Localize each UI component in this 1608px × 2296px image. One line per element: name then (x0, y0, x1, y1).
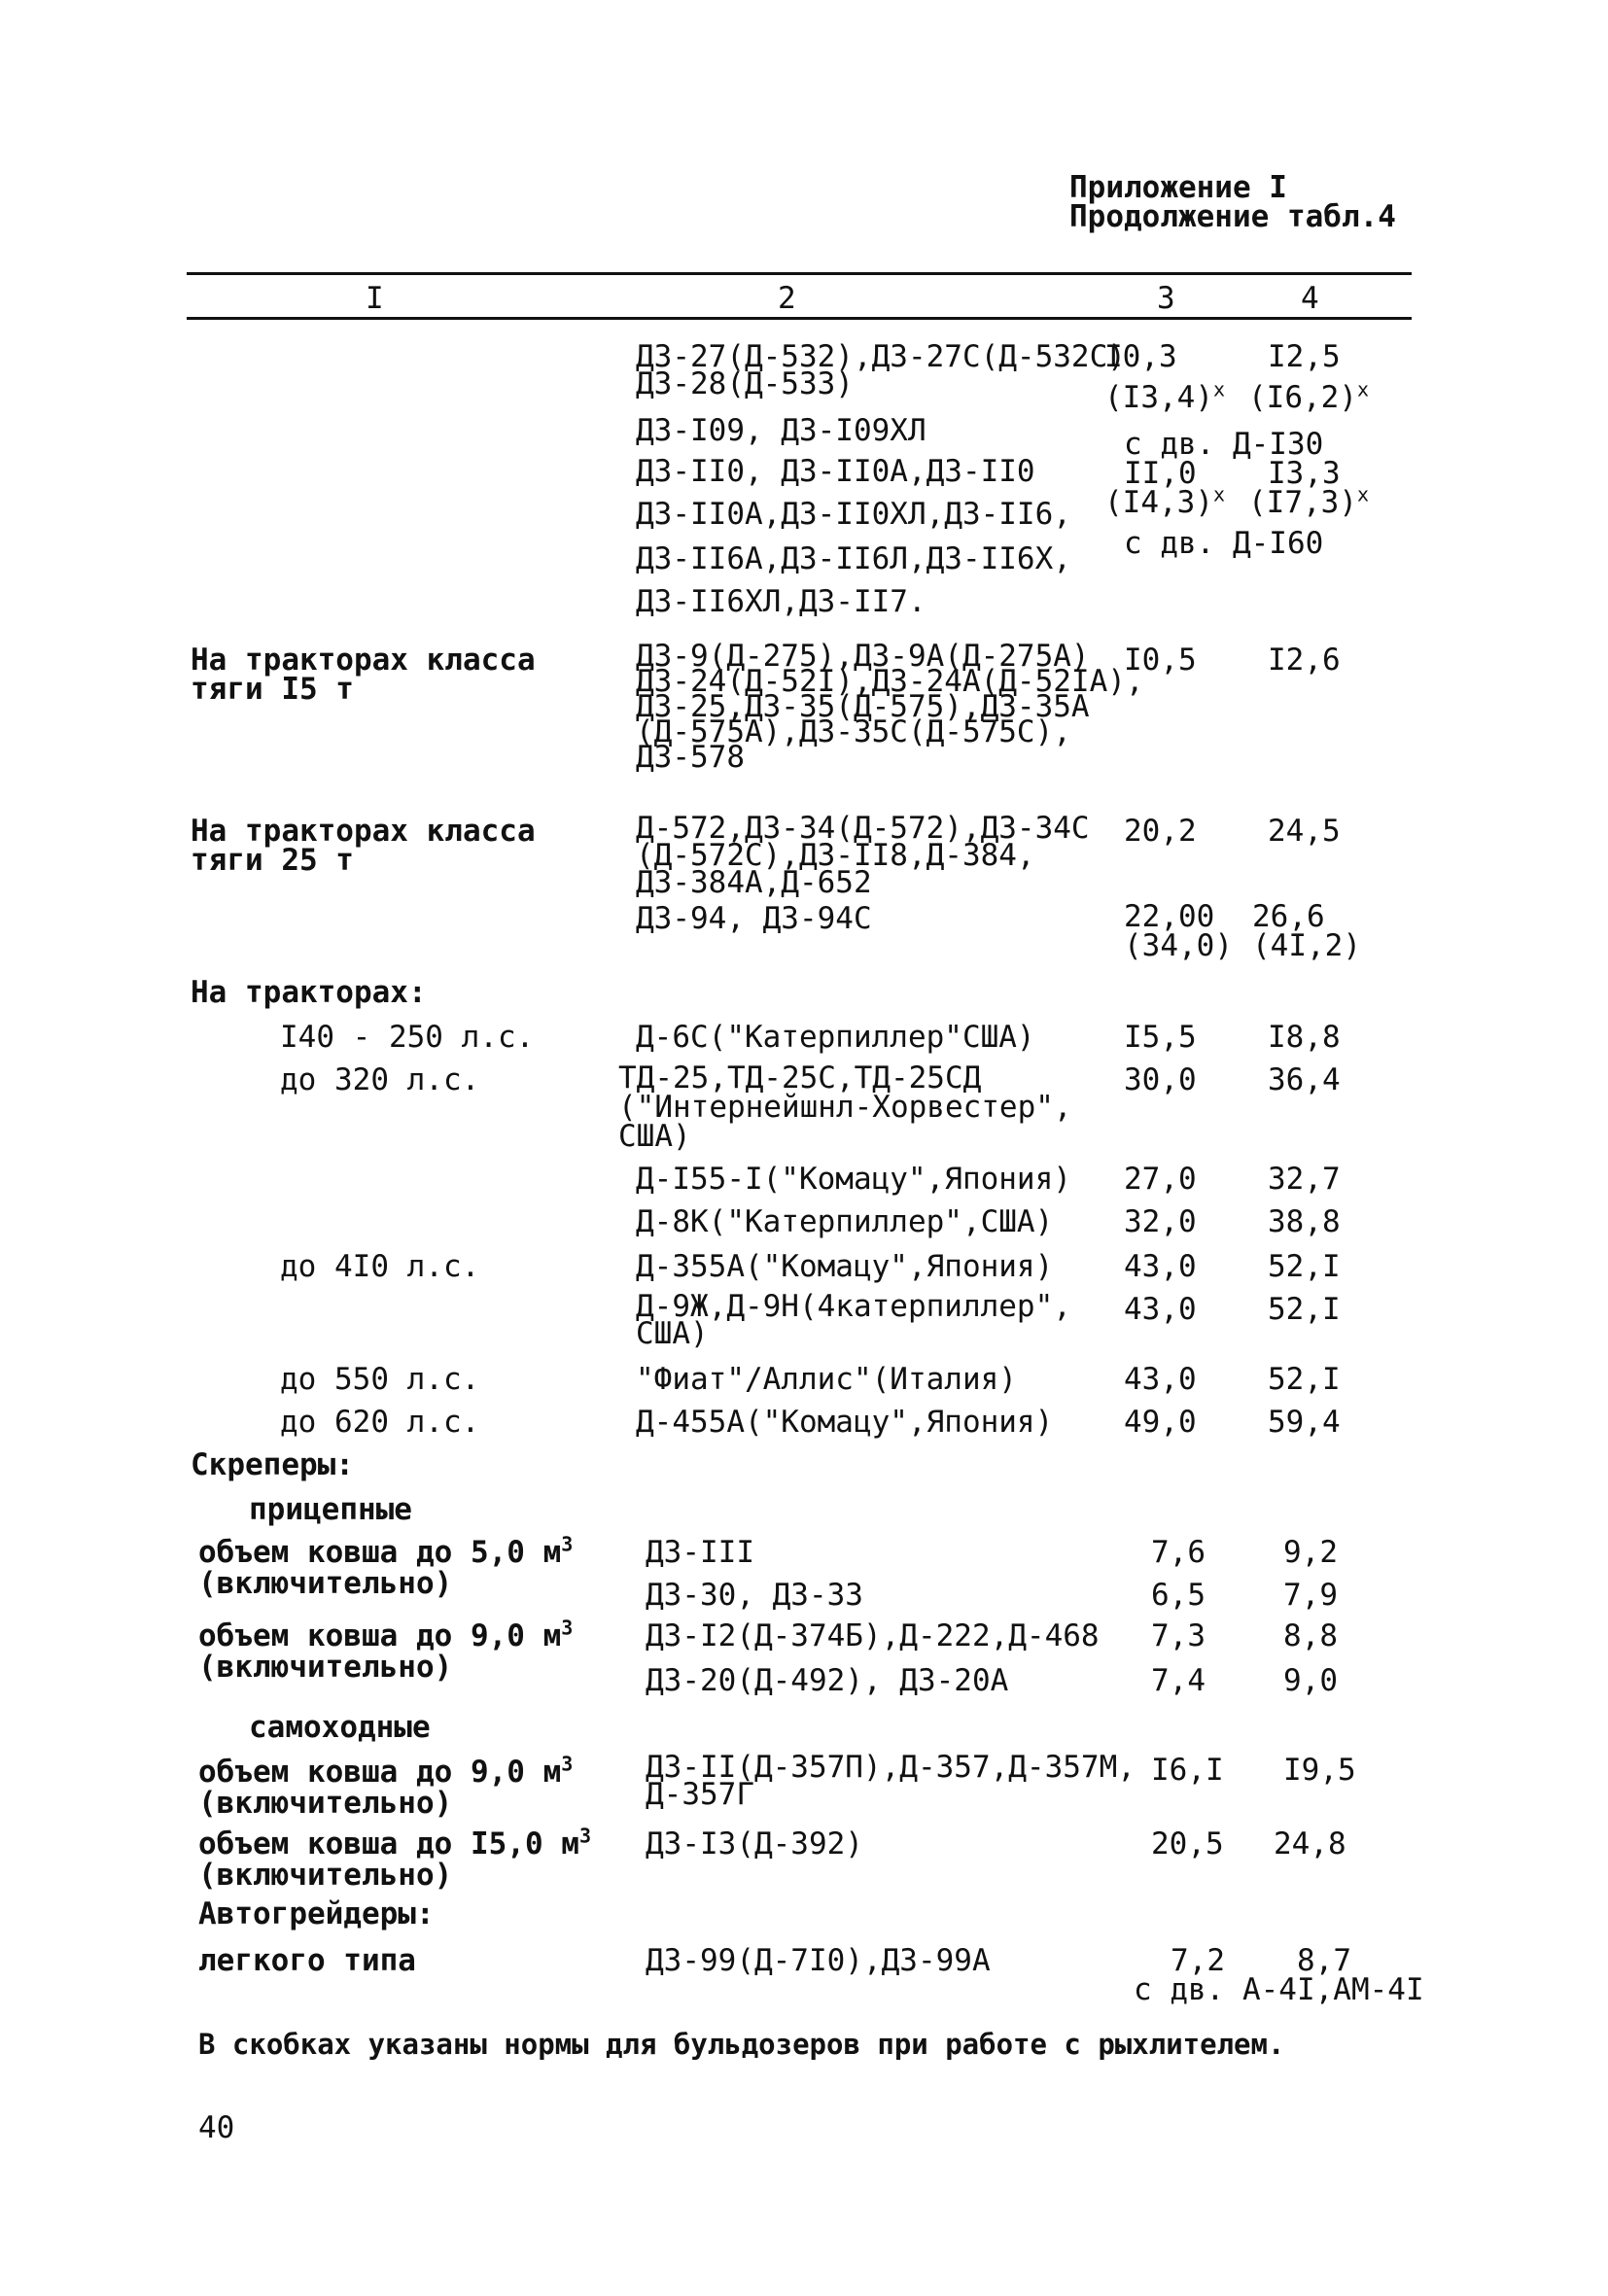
row-25-norm-4: 9,0 (1283, 1663, 1338, 1698)
row-17-norm-4: 52,I (1268, 1292, 1341, 1327)
row-30-norm-4: 8,7 (1297, 1943, 1351, 1978)
row-5-norm-4: $(I7,3)^x$ (1248, 482, 1370, 520)
row-24-category: объем ковша до 9,0 $м^3$ (198, 1616, 574, 1653)
row-23-norm-4: 7,9 (1283, 1578, 1338, 1613)
row-7-machines: ДЗ-II6ХЛ,ДЗ-II7. (636, 584, 926, 619)
row-18-machines: "Фиат"/Аллис"(Италия) (636, 1362, 1017, 1397)
row-1-norm-4: I2,5 (1268, 339, 1341, 374)
row-21-category: прицепные (249, 1492, 412, 1527)
row-22-norm-3: 7,6 (1151, 1535, 1206, 1570)
row-18-category: до 550 л.с. (280, 1362, 480, 1397)
row-12-category: I40 - 250 л.с. (280, 1020, 535, 1055)
row-27-category: объем ковша до 9,0 $м^3$ (198, 1752, 574, 1790)
row-16-category: до 4I0 л.с. (280, 1249, 480, 1284)
row-10-machines: ДЗ-94, ДЗ-94С (636, 901, 872, 936)
row-18-norm-3: 43,0 (1124, 1362, 1197, 1397)
row-4-machines: ДЗ-II0, ДЗ-II0А,ДЗ-II0 (636, 454, 1035, 489)
row-19-category: до 620 л.с. (280, 1405, 480, 1440)
row-4-norm-4: I3,3 (1268, 456, 1341, 491)
row-1-norm-3: I0,3 (1104, 339, 1177, 374)
row-30-category: легкого типа (198, 1943, 416, 1978)
row-20-category: Скреперы: (191, 1447, 354, 1482)
row-24-norm-4: 8,8 (1283, 1618, 1338, 1653)
row-9-norm-3: 20,2 (1124, 814, 1197, 849)
row-24-machines: ДЗ-I2(Д-374Б),Д-222,Д-468 (646, 1618, 1100, 1653)
row-22-norm-4: 9,2 (1283, 1535, 1338, 1570)
footnote: В скобках указаны нормы для бульдозеров при работе с рыхлителем. (198, 2028, 1285, 2061)
row-28-norm-3: 20,5 (1151, 1826, 1224, 1861)
row-13-norm-4: 36,4 (1268, 1062, 1341, 1097)
appendix-label: Приложение I (1069, 170, 1287, 205)
row-17-norm-3: 43,0 (1124, 1292, 1197, 1327)
column-header-4: 4 (1301, 281, 1319, 316)
row-15-norm-4: 38,8 (1268, 1204, 1341, 1239)
row-12-norm-3: I5,5 (1124, 1020, 1197, 1055)
row-25-norm-3: 7,4 (1151, 1663, 1206, 1698)
row-9-norm-4: 24,5 (1268, 814, 1341, 849)
row-8-norm-4: I2,6 (1268, 643, 1341, 678)
row-22-category-note: (включительно) (198, 1566, 453, 1601)
row-8-category: На тракторах класса тяги I5 т (191, 643, 536, 707)
row-30-norm-3: 7,2 (1171, 1943, 1225, 1978)
table-top-rule (187, 272, 1412, 275)
row-19-norm-4: 59,4 (1268, 1405, 1341, 1440)
column-header-2: 2 (778, 281, 796, 316)
row-27-machines: ДЗ-II(Д-357П),Д-357,Д-357М, Д-357Г (646, 1750, 1136, 1812)
row-23-machines: ДЗ-30, ДЗ-33 (646, 1578, 863, 1613)
row-6-engine-note: с дв. Д-I60 (1124, 526, 1324, 561)
row-30-engine-note: с дв. А-4I,АМ-4I (1134, 1972, 1424, 2007)
page-number: 40 (198, 2110, 235, 2145)
row-22-category: объем ковша до 5,0 $м^3$ (198, 1532, 574, 1570)
row-2-machines: ДЗ-28(Д-533) (636, 366, 854, 401)
row-26-category: самоходные (249, 1710, 431, 1745)
row-8-norm-3: I0,5 (1124, 643, 1197, 678)
row-12-machines: Д-6С("Катерпиллер"США) (636, 1020, 1035, 1055)
row-13-category: до 320 л.с. (280, 1062, 480, 1097)
row-24-category-note: (включительно) (198, 1650, 453, 1685)
row-12-norm-4: I8,8 (1268, 1020, 1341, 1055)
row-1-machines: ДЗ-27(Д-532),ДЗ-27С(Д-532С) (636, 339, 1126, 374)
table-header-rule (187, 317, 1412, 320)
row-15-norm-3: 32,0 (1124, 1204, 1197, 1239)
row-17-machines: Д-9Ж,Д-9Н(4катерпиллер", США) (636, 1289, 1071, 1351)
row-29-category: Автогрейдеры: (198, 1896, 435, 1931)
row-9-category: На тракторах класса тяги 25 т (191, 814, 536, 878)
row-11-category: На тракторах: (191, 975, 427, 1010)
row-13-machines: ТД-25,ТД-25С,ТД-25СД ("Интернейшнл-Хорвестер", США) (618, 1061, 1072, 1154)
column-header-1: I (366, 281, 384, 316)
row-10-norm-3: 22,00 (34,0) (1124, 899, 1233, 963)
row-27-category-note: (включительно) (198, 1786, 453, 1821)
row-14-norm-3: 27,0 (1124, 1162, 1197, 1197)
row-16-norm-4: 52,I (1268, 1249, 1341, 1284)
row-14-machines: Д-I55-I("Комацу",Япония) (636, 1162, 1071, 1197)
row-10-norm-4: 26,6 (4I,2) (1252, 899, 1361, 963)
row-22-machines: ДЗ-III (646, 1535, 754, 1570)
row-5-norm-3: $(I4,3)^x$ (1104, 482, 1226, 520)
row-3-machines: ДЗ-I09, ДЗ-I09ХЛ (636, 413, 926, 448)
row-23-norm-3: 6,5 (1151, 1578, 1206, 1613)
row-8-machines: ДЗ-9(Д-275),ДЗ-9А(Д-275А) ДЗ-24(Д-52I),ДЗ-24А(Д-52IА), ДЗ-25,ДЗ-35(Д-575),ДЗ-35А (Д-575А),ДЗ-35С(Д-575С), ДЗ-578 (636, 639, 1144, 775)
row-27-norm-3: I6,I (1151, 1753, 1224, 1788)
row-19-norm-3: 49,0 (1124, 1405, 1197, 1440)
row-13-norm-3: 30,0 (1124, 1062, 1197, 1097)
row-6-machines: ДЗ-II6А,ДЗ-II6Л,ДЗ-II6Х, (636, 541, 1071, 576)
table-continuation-label: Продолжение табл.4 (1069, 199, 1396, 234)
row-25-machines: ДЗ-20(Д-492), ДЗ-20А (646, 1663, 1009, 1698)
row-4-norm-3: II,0 (1124, 456, 1197, 491)
row-16-machines: Д-355А("Комацу",Япония) (636, 1249, 1054, 1284)
row-15-machines: Д-8К("Катерпиллер",США) (636, 1204, 1054, 1239)
row-2-norm-3: $(I3,4)^x$ (1104, 377, 1226, 415)
row-5-machines: ДЗ-II0А,ДЗ-II0ХЛ,ДЗ-II6, (636, 497, 1071, 532)
row-9-machines: Д-572,ДЗ-34(Д-572),ДЗ-34С (Д-572С),ДЗ-II8,Д-384, ДЗ-384А,Д-652 (636, 811, 1090, 900)
row-30-machines: ДЗ-99(Д-7I0),ДЗ-99А (646, 1943, 991, 1978)
row-16-norm-3: 43,0 (1124, 1249, 1197, 1284)
row-27-norm-4: I9,5 (1283, 1753, 1356, 1788)
row-28-category-note: (включительно) (198, 1858, 453, 1893)
row-28-category: объем ковша до I5,0 $м^3$ (198, 1824, 591, 1861)
row-24-norm-3: 7,3 (1151, 1618, 1206, 1653)
column-header-3: 3 (1157, 281, 1175, 316)
row-18-norm-4: 52,I (1268, 1362, 1341, 1397)
row-28-norm-4: 24,8 (1274, 1826, 1346, 1861)
row-19-machines: Д-455А("Комацу",Япония) (636, 1405, 1054, 1440)
row-2-norm-4: $(I6,2)^x$ (1248, 377, 1370, 415)
row-3-engine-note: с дв. Д-I30 (1124, 427, 1324, 462)
row-28-machines: ДЗ-I3(Д-392) (646, 1826, 863, 1861)
row-14-norm-4: 32,7 (1268, 1162, 1341, 1197)
